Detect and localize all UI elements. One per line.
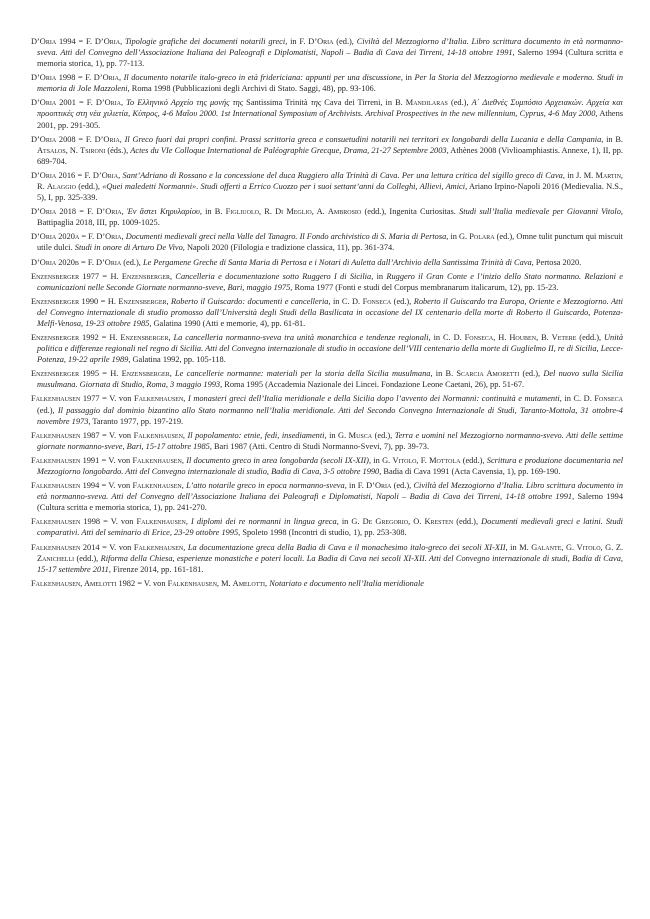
citation-text: (edd.), bbox=[75, 181, 103, 191]
author-name: Atsalos bbox=[37, 145, 66, 155]
work-title: Scrittura e produzione documentaria nel Mezzogiorno longobardo. Atti del Convegno internazionale di studio, Badia di Cava, 3-5 ottobre 1990 bbox=[37, 455, 624, 476]
work-title: Il passaggio dal dominio bizantino allo Stato normanno nell’Italia meridionale. Atti del Secondo Convegno Internazionale di Studi, Taranto-Mottola, 31 ottobre-4 novembre 1973 bbox=[37, 405, 623, 426]
author-name: F. D’Oria bbox=[85, 134, 120, 144]
citation-text: , bbox=[185, 517, 192, 527]
author-name: Polara bbox=[469, 232, 495, 242]
author-name: Falkenhausen bbox=[167, 578, 217, 588]
citation-text: , G. Z. bbox=[600, 542, 624, 552]
citation-key: D’Oria 2008 bbox=[31, 134, 76, 144]
citation-text: , bbox=[169, 369, 176, 379]
citation-text: = bbox=[75, 73, 86, 83]
author-name: F. D’Oria bbox=[88, 232, 122, 242]
author-name: Di Meglio bbox=[275, 207, 312, 217]
citation-text: , in G. bbox=[336, 517, 363, 527]
author-name: Martin bbox=[595, 170, 621, 180]
citation-text: , Salerno 1994 (Cultura scritta e memoria storica, 1), pp. 77-113. bbox=[37, 48, 623, 69]
author-name: Kresten bbox=[424, 517, 454, 527]
author-name: D’Oria bbox=[308, 37, 334, 46]
citation-text: Cava dei Tirreni, in B. bbox=[321, 98, 406, 108]
citation-text: , in G. bbox=[368, 455, 393, 465]
citation-key: Enzensberger 1977 bbox=[31, 271, 100, 281]
bibliography-entry bbox=[31, 97, 623, 130]
citation-key: Falkenhausen, Amelotti 1982 bbox=[31, 578, 136, 588]
work-title: Terra e uomini nel Mezzogiorno normanno-svevo. Atti delle settime giornate normanno-sveve, Bari, 15-17 ottobre 1985 bbox=[37, 430, 624, 451]
work-title: Civiltà del Mezzogiorno d’Italia. Libro scrittura documento in età normanno-sveva. Atti del Convegno dell’Associazione Italiana dei Paleografi e Diplomatisti, Napoli – Badia di Cava dei Tirreni, 14-18 ottobre 1991 bbox=[37, 37, 623, 58]
citation-text: = V. von bbox=[99, 542, 134, 552]
citation-text: , B. bbox=[536, 333, 552, 343]
citation-text: , N. bbox=[65, 145, 81, 155]
citation-text: , in F. bbox=[285, 37, 309, 46]
citation-text: = bbox=[99, 369, 111, 379]
citation-key: Enzensberger 1990 bbox=[31, 296, 99, 306]
citation-text: , in J. M. bbox=[562, 170, 596, 180]
author-name: Tsironi bbox=[80, 145, 106, 155]
citation-text: , A. bbox=[311, 207, 328, 217]
citation-text: , bbox=[118, 170, 123, 180]
bibliography-entry bbox=[31, 332, 623, 365]
author-name: Mandilaras bbox=[405, 98, 448, 108]
citation-text: , R. bbox=[37, 170, 624, 191]
work-title: της bbox=[310, 98, 322, 108]
citation-text: (edd.), bbox=[74, 553, 101, 563]
citation-text: , bbox=[118, 73, 124, 83]
work-title: Το Ελληνικό Αρχείο της μονής της bbox=[126, 98, 244, 108]
bibliography-entry bbox=[31, 206, 623, 228]
author-name: H. Enzensberger bbox=[107, 296, 167, 306]
work-title: Sant’Adriano di Rossano e la concessione del duca Ruggiero alla Trinità di Cava. Per una lettura critica del sigillo greco di Cava bbox=[122, 170, 563, 180]
author-name: Falkenhausen bbox=[133, 430, 183, 440]
citation-key: Falkenhausen 2014 bbox=[31, 542, 100, 552]
citation-text: , Galatina 1992, pp. 105-118. bbox=[128, 355, 226, 365]
bibliography-entry bbox=[31, 296, 623, 329]
work-title: Il documento notarile italo-greco in età fridericiana: appunti per una discussione bbox=[123, 73, 401, 83]
bibliography-entry bbox=[31, 393, 623, 426]
bibliography-entry bbox=[31, 516, 623, 538]
citation-text: , Bari 1987 (Atti. Centro di Studi Normanno-Svevi, 7), pp. 39-73. bbox=[209, 441, 430, 451]
citation-text: , Ariano Irpino-Napoli 2016 (Medievalia. N.S., 5), I, pp. 325-339. bbox=[37, 181, 624, 202]
citation-text: = bbox=[98, 296, 108, 306]
citation-text: (ed.), Omne tulit punctum qui miscuit utile dulci. bbox=[37, 232, 623, 253]
bibliography-entry bbox=[31, 72, 623, 94]
author-name: Scarcia Amoretti bbox=[456, 369, 520, 379]
citation-text: , in bbox=[400, 73, 415, 83]
citation-key: Falkenhausen 1991 bbox=[31, 455, 100, 465]
citation-text: , bbox=[183, 394, 188, 404]
citation-text: , Galatina 1990 (Atti e memorie, 4), pp. 61-81. bbox=[149, 318, 306, 328]
citation-text: = bbox=[78, 257, 88, 267]
author-name: Vetere bbox=[551, 333, 577, 343]
citation-text: = bbox=[75, 134, 86, 144]
citation-key: Falkenhausen 1994 bbox=[31, 481, 100, 491]
author-name: Mottola bbox=[429, 455, 461, 465]
bibliography-entry bbox=[31, 257, 623, 268]
bibliography-entry bbox=[31, 542, 623, 575]
author-name: F. D’Oria bbox=[86, 98, 121, 108]
work-title: Riforma della Chiesa, esperienze monastiche e poteri locali. La Badia di Cava nei secoli XI-XII. Atti del Convegno internazionale di studi, Badia di Cava, 15-17 settembre 2011 bbox=[37, 553, 623, 574]
citation-key: D’Oria 1998 bbox=[31, 73, 76, 83]
citation-text: , in B. bbox=[601, 134, 624, 144]
author-name: F. D’Oria bbox=[84, 170, 119, 180]
bibliography-entry bbox=[31, 231, 623, 253]
work-title: Unità politica e differenze regionali nel regno di Sicilia. Atti del Convegno internazionale di studio in occasione dell’VIII centenario della morte di Guglielmo II, re di Sicilia, Lecce-Potenza, 19-22 aprile 1989 bbox=[37, 333, 624, 365]
author-name: H. Enzensberger bbox=[110, 271, 170, 281]
citation-text: (ed.), bbox=[447, 98, 472, 108]
citation-text: , in F. bbox=[344, 481, 367, 491]
work-title: Studi sull’Italia medievale per Giovanni Vitolo bbox=[459, 207, 621, 217]
author-name: D’Oria bbox=[366, 481, 392, 491]
bibliography-entry bbox=[31, 480, 623, 513]
citation-text: Santissima Trinità bbox=[243, 98, 311, 108]
work-title: Ἐν ἄστει Κηρυλαρίου bbox=[126, 207, 200, 217]
citation-text: (edd.), bbox=[453, 517, 482, 527]
work-title: Le cancellerie normanne: materiali per la storia della Sicilia musulmana bbox=[175, 369, 431, 379]
citation-text: = bbox=[75, 170, 85, 180]
bibliography-entry bbox=[31, 430, 623, 452]
citation-text: (éds.), bbox=[105, 145, 131, 155]
author-name: Fonseca bbox=[464, 333, 494, 343]
citation-text: , Athènes 2008 (Vivlioamphiastis. Annexe, 1), II, pp. 689-704. bbox=[37, 145, 623, 166]
bibliography-entry bbox=[31, 170, 623, 203]
work-title: Le Pergamene Greche di Santa Maria di Pertosa e i Notari di Auletta dall’Archivio della Santissima Trinità di Cava bbox=[142, 257, 532, 267]
citation-text: , Athens 2001, pp. 291-305. bbox=[37, 109, 623, 130]
citation-text: , in C. D. bbox=[428, 333, 465, 343]
author-name: Amelotti bbox=[232, 578, 266, 588]
citation-text: (ed.), bbox=[37, 405, 58, 415]
citation-text: , Battipaglia 2018, III, pp. 1009-1025. bbox=[37, 207, 623, 228]
citation-text: = V. von bbox=[99, 481, 133, 491]
bibliography-entry bbox=[31, 455, 623, 477]
work-title: Del nuovo sulla Sicilia musulmana. Giornata di Studio, Roma, 3 maggio 1993 bbox=[37, 369, 624, 390]
citation-key: Enzensberger 1992 bbox=[31, 333, 99, 343]
work-title: Per la Storia del Mezzogiorno medievale e moderno. Studi in memoria di Jole Mazzoleni bbox=[37, 73, 624, 94]
author-name: De Gregorio bbox=[362, 517, 409, 527]
citation-text: , R. bbox=[258, 207, 276, 217]
citation-text: = V. von bbox=[99, 430, 134, 440]
author-name: F. D’Oria bbox=[87, 207, 122, 217]
citation-text: , bbox=[121, 232, 126, 242]
citation-key: Enzensberger 1995 bbox=[31, 369, 100, 379]
citation-key: D’Oria 2016 bbox=[31, 170, 76, 180]
author-name: F. D’Oria bbox=[86, 37, 121, 46]
citation-key: Falkenhausen 1977 bbox=[31, 394, 100, 404]
author-name: Galante bbox=[531, 542, 562, 552]
citation-text: , in bbox=[371, 271, 387, 281]
bibliography-entry bbox=[31, 271, 623, 293]
citation-text: , in C. D. bbox=[328, 296, 363, 306]
work-title: Documenti medievali greci e latini. Studi comparativi. Atti del seminario di Erice, 23-29 ottobre 1995 bbox=[37, 517, 624, 538]
citation-text: (edd.), bbox=[576, 333, 605, 343]
work-title: Tipologie grafiche dei documenti notarili greci bbox=[124, 37, 286, 46]
citation-text: , Taranto 1977, pp. 197-219. bbox=[88, 416, 184, 426]
citation-text: = V. von bbox=[100, 517, 137, 527]
citation-text: (ed.), bbox=[121, 257, 143, 267]
work-title: Α΄ Διεθνές Συμπόσιο Αρχειακών. Αρχεία και προοπτικές στη νέα χιλιετία, Κύπρος, 4-6 Μαΐου 2000. 1st International Symposium of Archivists. Archival Prospectives in the new millennium, Cyprus, 4-6 May 2000 bbox=[37, 98, 624, 119]
author-name: Fonseca bbox=[594, 394, 624, 404]
work-title: La cancelleria normanno-sveva tra unità monarchica e tendenze regionali bbox=[173, 333, 429, 343]
citation-text: , bbox=[120, 37, 125, 46]
citation-text: , O. bbox=[408, 517, 425, 527]
citation-text: = bbox=[76, 207, 88, 217]
citation-text: , in G. bbox=[446, 232, 470, 242]
work-title: Notariato e documento nell’Italia meridionale bbox=[269, 578, 425, 588]
author-name: H. Enzensberger bbox=[109, 333, 169, 343]
citation-text: = bbox=[98, 333, 110, 343]
citation-text: , Pertosa 2020. bbox=[531, 257, 582, 267]
work-title: Ruggero il Gran Conte e l’inizio dello Stato normanno. Relazioni e comunicazioni nelle Seconde Giornate normanno-sveve, Bari, maggio 1975 bbox=[37, 271, 623, 292]
bibliography-entry bbox=[31, 578, 623, 589]
work-title: Actes du VIe Colloque International de Paléographie Grecque, Drama, 21-27 Septembre 2003 bbox=[130, 145, 447, 155]
citation-text: , in G. bbox=[324, 430, 349, 440]
citation-text: , in B. bbox=[430, 369, 457, 379]
citation-key: D’Oria 2020b bbox=[31, 257, 79, 267]
citation-text: (ed.), bbox=[519, 369, 544, 379]
citation-text: = V. von bbox=[99, 394, 134, 404]
author-name: F. D’Oria bbox=[87, 257, 122, 267]
author-name: F. D’Oria bbox=[85, 73, 119, 83]
citation-text: , bbox=[119, 134, 125, 144]
bibliography-entry bbox=[31, 134, 623, 167]
citation-key: D’Oria 1994 bbox=[31, 37, 76, 46]
bibliography-page bbox=[31, 36, 623, 592]
citation-key: Falkenhausen 1987 bbox=[31, 430, 100, 440]
work-title: I diplomi dei re normanni in lingua greca bbox=[191, 517, 337, 527]
work-title: La documentazione greca della Badia di Cava e il monachesimo italo-greco dei secoli XI-XII bbox=[187, 542, 506, 552]
author-name: H. Enzensberger bbox=[110, 369, 170, 379]
citation-text: , Spoleto 1998 (Incontri di studio, 1), pp. 253-308. bbox=[238, 528, 407, 538]
citation-text: , H. bbox=[493, 333, 510, 343]
citation-text: , in M. bbox=[505, 542, 532, 552]
citation-text: , bbox=[183, 542, 188, 552]
citation-text: = bbox=[75, 98, 87, 108]
bibliography-entry bbox=[31, 36, 623, 69]
citation-text: , Salerno 1994 (Cultura scritta e memoria storica, 1), pp. 241-270. bbox=[37, 492, 623, 513]
author-name: Ambrosio bbox=[327, 207, 362, 217]
citation-text: (ed.), bbox=[372, 430, 395, 440]
citation-text: , in B. bbox=[199, 207, 226, 217]
citation-key: D’Oria 2001 bbox=[31, 98, 76, 108]
author-name: Falkenhausen bbox=[133, 394, 184, 404]
citation-key: Falkenhausen 1998 bbox=[31, 517, 101, 527]
citation-text: , bbox=[121, 98, 127, 108]
work-title: Cancelleria e documentazione sotto Ruggero I di Sicilia bbox=[175, 271, 372, 281]
author-name: Falkenhausen bbox=[132, 481, 182, 491]
author-name: Musca bbox=[348, 430, 373, 440]
citation-text: , F. bbox=[416, 455, 430, 465]
work-title: Studi in onore di Arturo De Vivo bbox=[74, 243, 183, 253]
work-title: Il popolamento: etnie, fedi, insediamenti bbox=[187, 430, 325, 440]
author-name: Vitolo bbox=[576, 542, 601, 552]
citation-text: , Roma 1995 (Accademia Nazionale dei Lincei. Fondazione Leone Caetani, 26), pp. 51-67. bbox=[220, 380, 525, 390]
citation-text: = bbox=[79, 232, 89, 242]
citation-text: , bbox=[182, 430, 188, 440]
citation-text: (ed.), bbox=[391, 296, 414, 306]
citation-text: (ed.), bbox=[391, 481, 414, 491]
work-title: L’atto notarile greco in epoca normanno-sveva bbox=[186, 481, 345, 491]
author-name: Houben bbox=[509, 333, 537, 343]
citation-text: (edd.), bbox=[460, 455, 487, 465]
citation-text: , in C. D. bbox=[559, 394, 595, 404]
work-title: Civiltà del Mezzogiorno d’Italia. Libro scrittura documento in età normanno-sveva. Atti del Convegno dell’Associazione Italiana dei Paleografi e Diplomatisti, Napoli – Badia di Cava dei Tirreni, 14-18 ottobre 1991 bbox=[37, 481, 624, 502]
author-name: Figliuolo bbox=[225, 207, 259, 217]
citation-text: , Roma 1998 (Pubblicazioni degli Archivi di Stato. Saggi, 48), pp. 93-106. bbox=[127, 84, 376, 94]
work-title: «Quei maledetti Normanni». Studi offerti a Errico Cuozzo per i suoi settant’anni da Colleghi, Allievi, Amici bbox=[102, 181, 466, 191]
citation-text: , G. bbox=[561, 542, 577, 552]
work-title: Roberto il Guiscardo: documenti e cancelleria bbox=[171, 296, 329, 306]
author-name: Fonseca bbox=[362, 296, 392, 306]
citation-text: (ed.), bbox=[333, 37, 357, 46]
citation-text: = V. von bbox=[135, 578, 168, 588]
work-title: Il Greco fuori dai propri confini. Prassi scrittoria greca e consuetudini notarili nei territori ex longobardi della Lucania e della Campania bbox=[124, 134, 602, 144]
citation-text: , Badia di Cava 1991 (Acta Cavensia, 1), pp. 169-190. bbox=[379, 466, 561, 476]
citation-key: D’Oria 2020a bbox=[31, 232, 80, 242]
author-name: Falkenhausen bbox=[136, 517, 186, 527]
citation-text: , M. bbox=[216, 578, 233, 588]
citation-key: D’Oria 2018 bbox=[31, 207, 77, 217]
author-name: Falkenhausen bbox=[133, 542, 184, 552]
citation-text: , bbox=[181, 481, 187, 491]
citation-text: (edd.), Ingenita Curiositas. bbox=[361, 207, 460, 217]
author-name: Falkenhausen bbox=[132, 455, 182, 465]
citation-text: , bbox=[169, 271, 176, 281]
citation-text: , Roma 1977 (Fonti e studi del Corpus membranarum italicarum, 12), pp. 15-23. bbox=[290, 282, 559, 292]
citation-text: , Firenze 2014, pp. 161-181. bbox=[108, 564, 204, 574]
author-name: Zanichelli bbox=[37, 553, 75, 563]
citation-text: , Napoli 2020 (Filologia e tradizione classica, 11), pp. 361-374. bbox=[182, 243, 395, 253]
citation-text: , bbox=[166, 296, 172, 306]
work-title: I monasteri greci dell’Italia meridionale e della Sicilia dopo l’avvento dei Normanni: continuità e mutamenti bbox=[187, 394, 560, 404]
citation-text: = bbox=[99, 271, 111, 281]
citation-text: = bbox=[75, 37, 87, 46]
author-name: Vitolo bbox=[392, 455, 417, 465]
work-title: Documenti medievali greci nella Valle del Tanagro. Il Fondo archivistico di S. Maria di Pertosa bbox=[125, 232, 447, 242]
bibliography-entry bbox=[31, 368, 623, 390]
work-title: Roberto il Guiscardo tra Europa, Oriente e Mezzogiorno. Atti del Convegno internazionale di studio promosso dall’Università degli Studi della Basilicata in occasione del IX centenario della morte di Roberto il Guiscardo, Potenza-Melfi-Venosa, 19-23 ottobre 1985 bbox=[37, 296, 623, 328]
citation-text: , bbox=[121, 207, 127, 217]
citation-text: = V. von bbox=[99, 455, 133, 465]
author-name: Alaggio bbox=[46, 181, 76, 191]
citation-text: , bbox=[265, 578, 270, 588]
citation-text: , bbox=[181, 455, 187, 465]
citation-text: , bbox=[168, 333, 174, 343]
work-title: Il documento greco in area longobarda (secoli IX-XII) bbox=[186, 455, 369, 465]
